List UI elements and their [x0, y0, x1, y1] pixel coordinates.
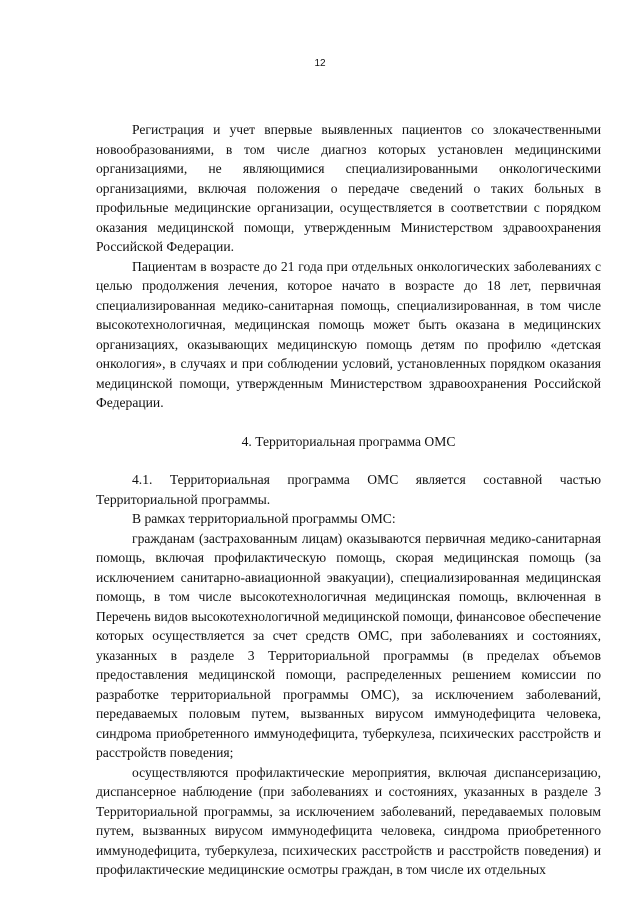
- paragraph-4-1: 4.1. Территориальная программа ОМС является составной частью Территориальной программы.: [96, 472, 601, 507]
- document-body: [96, 120, 601, 880]
- paragraph-insured-citizens: гражданам (застрахованным лицам) оказываются первичная медико-санитарная помощь, включая профилактическую помощь, скорая медицинская помощь (за исключением санитарно-авиационной эвакуации), специализированная медицинская помощь, в том числе высокотехнологичная медицинская помощь, включенная в Перечень видов высокотехнологичной медицинской помощи, финансовое обеспечение которых осуществляется за счет средств ОМС, при заболеваниях и состояниях, указанных в разделе 3 Территориальной программы (в пределах объемов предоставления медицинской помощи, распределенных решением комиссии по разработке территориальной программы ОМС), за исключением заболеваний, передаваемых половым путем, вызванных вирусом иммунодефицита человека, синдрома приобретенного иммунодефицита, туберкулеза, психических расстройств и расстройств поведения;: [96, 530, 601, 760]
- paragraph-cancer-registration: Регистрация и учет впервые выявленных пациентов со злокачественными новообразованиями, в том числе диагноз которых установлен медицинскими организациями, не являющимися специализированными онкологическими организациями, включая положения о передаче сведений о таких больных в профильные медицинские организации, осуществляется в соответствии с порядком оказания медицинской помощи, утвержденным Министерством здравоохранения Российской Федерации.: [96, 122, 601, 254]
- page-number: 12: [314, 58, 326, 69]
- paragraph-within-program: В рамках территориальной программы ОМС:: [132, 511, 396, 526]
- paragraph-preventive-measures: осуществляются профилактические мероприятия, включая диспансеризацию, диспансерное наблюдение (при заболеваниях и состояниях, указанных в разделе 3 Территориальной программы, за исключением заболеваний, передаваемых половым путем, вызванных вирусом иммунодефицита человека, синдрома приобретенного иммунодефицита, туберкулеза, психических расстройств и расстройств поведения) и профилактические медицинские осмотры граждан, в том числе их отдельных: [96, 764, 601, 877]
- paragraph-patients-under-21: Пациентам в возрасте до 21 года при отдельных онкологических заболеваниях с целью продолжения лечения, которое начато в возрасте до 18 лет, первичная специализированная медико-санитарная помощь, специализированная, в том числе высокотехнологичная, медицинская помощь может быть оказана в медицинских организациях, оказывающих медицинскую помощь детям по профилю «детская онкология», в случаях и при соблюдении условий, установленных порядком оказания медицинской помощи, утвержденным Министерством здравоохранения Российской Федерации.: [96, 258, 601, 410]
- section-heading: 4. Территориальная программа ОМС: [241, 433, 456, 449]
